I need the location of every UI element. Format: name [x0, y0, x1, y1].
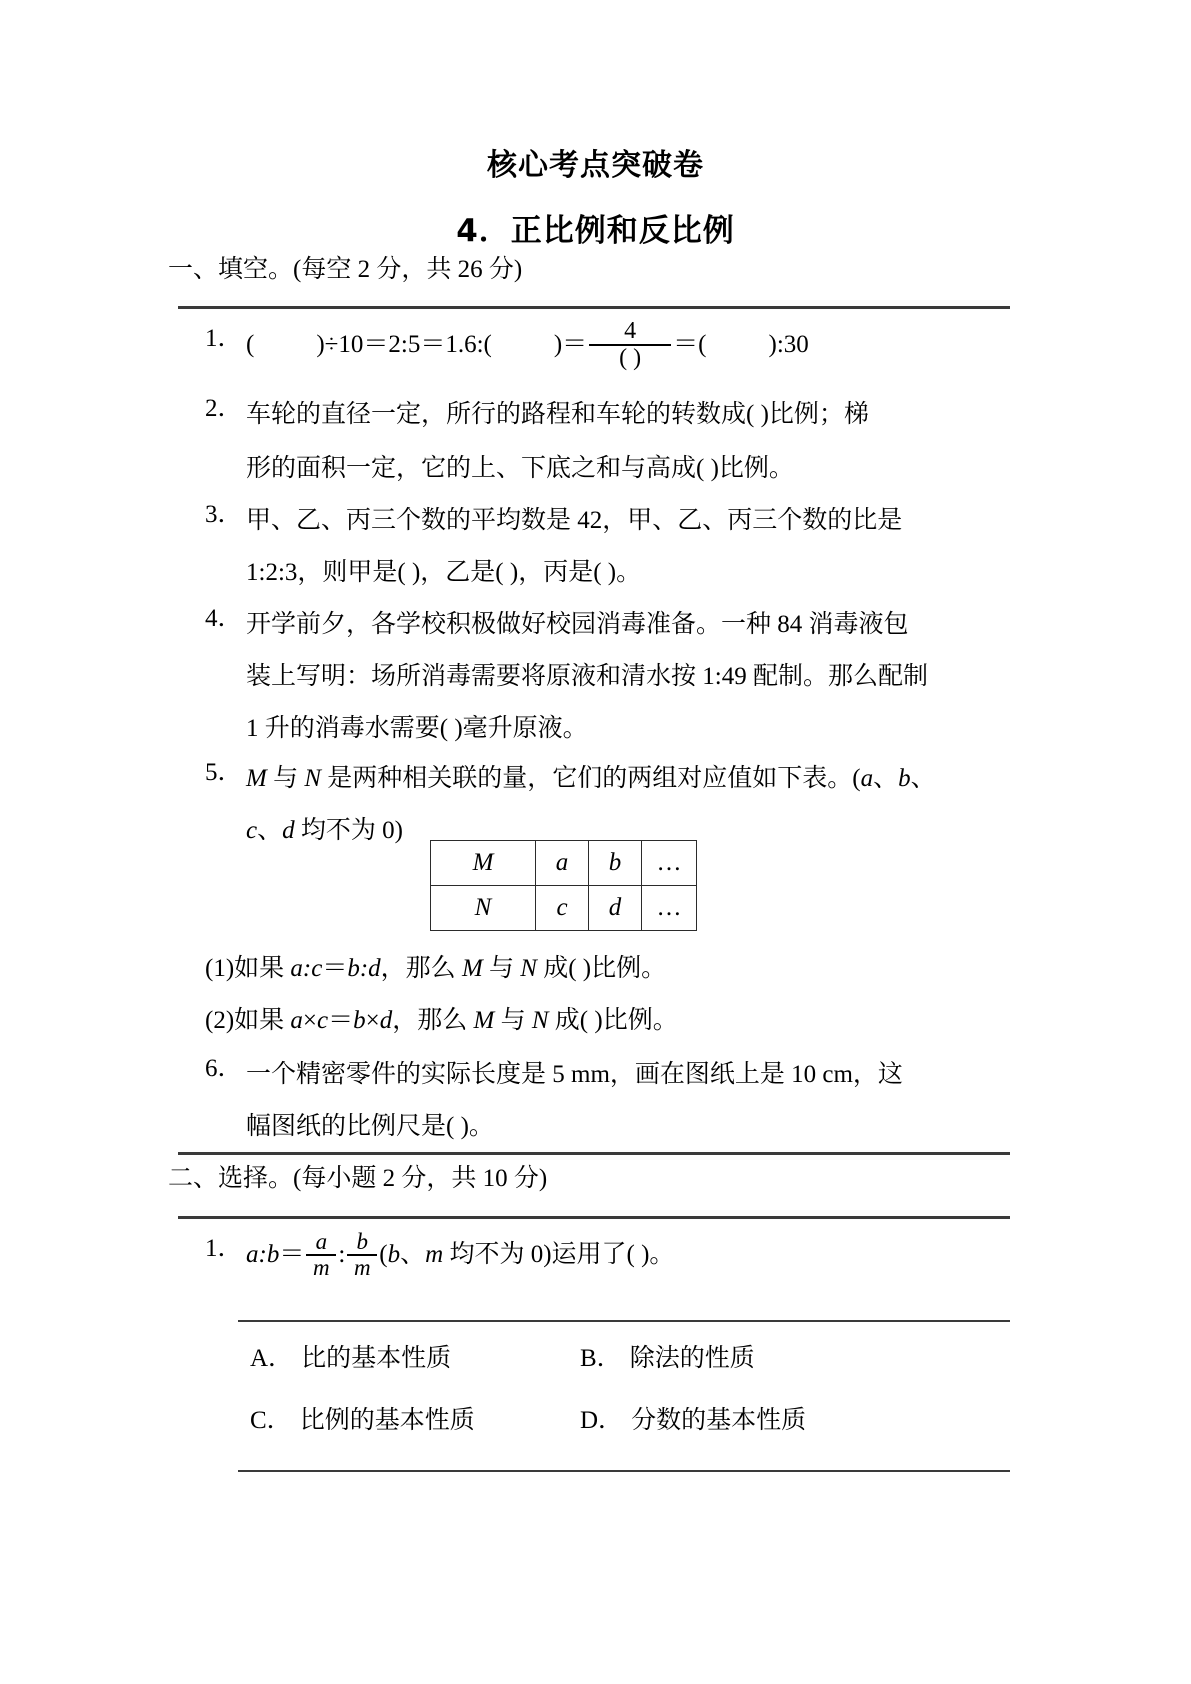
section-header-multiple-choice: 二、选择。(每小题 2 分，共 10 分): [168, 1165, 548, 1192]
divider-rule-1: [178, 306, 1010, 309]
table-cell-n-c: c: [536, 886, 589, 931]
mc-option-a-text: 比的基本性质: [301, 1345, 452, 1372]
question-6-line-2: 幅图纸的比例尺是( )。: [246, 1113, 494, 1140]
question-2-line-2: 形的面积一定，它的上、下底之和与高成( )比例。: [246, 455, 794, 482]
mc1-var-b: b: [387, 1241, 401, 1268]
q1-part-4: ＝(: [673, 331, 707, 358]
mc1-fraction-1-denominator: m: [306, 1254, 336, 1280]
q5-var-a: a: [860, 765, 874, 792]
q5-var-b: b: [898, 765, 911, 792]
table-row-n: [431, 886, 697, 931]
q1-part-1: (: [246, 331, 255, 358]
divider-rule-5: [238, 1470, 1010, 1472]
question-6-number: 6．: [205, 1055, 243, 1082]
table-cell-n-d: d: [589, 886, 642, 931]
table-cell-m-b: b: [589, 841, 642, 886]
question-3-number: 3．: [205, 501, 243, 528]
mc-option-d-text: 分数的基本性质: [631, 1407, 807, 1434]
mc-question-1-body: [246, 1228, 674, 1282]
mc1-ratio-colon: :: [338, 1241, 346, 1268]
page-title-main: 核心考点突破卷: [487, 148, 704, 183]
mc1-fraction-2-numerator: b: [356, 1229, 369, 1255]
q5-text-2: 是两种相关联的量，它们的两组对应值如下表。(: [321, 765, 861, 792]
mc-question-1-number: 1．: [205, 1235, 243, 1262]
mc-option-b-letter: B．: [580, 1345, 622, 1372]
q5-text-1: 与: [266, 765, 305, 792]
q1-fraction-denominator: ( ): [589, 344, 671, 371]
question-5-table: [430, 840, 697, 931]
mc1-tail-1: (: [379, 1241, 388, 1268]
question-6-line-1: 一个精密零件的实际长度是 5 mm，画在图纸上是 10 cm，这: [246, 1061, 903, 1088]
question-5-number: 5．: [205, 759, 243, 786]
q1-part-3: )＝: [553, 331, 588, 358]
mc1-fraction-1-numerator: a: [315, 1229, 328, 1255]
question-4-line-2: 装上写明：场所消毒需要将原液和清水按 1:49 配制。那么配制: [246, 663, 928, 690]
mc1-fraction-2-denominator: m: [347, 1254, 377, 1280]
question-3-line-2: 1:2:3，则甲是( )，乙是( )，丙是( )。: [246, 559, 642, 586]
question-1-body: [246, 318, 809, 372]
section-header-fill-in-blank: 一、填空。(每空 2 分，共 26 分): [168, 256, 523, 283]
question-4-line-1: 开学前夕，各学校积极做好校园消毒准备。一种 84 消毒液包: [246, 611, 909, 638]
divider-rule-2: [178, 1152, 1010, 1155]
q5-text-5: 、: [257, 817, 283, 844]
q5-var-c: c: [246, 817, 258, 844]
mc1-var-m: m: [425, 1241, 444, 1268]
question-2-number: 2．: [205, 395, 243, 422]
q5-text-6: 均不为 0): [294, 817, 403, 844]
question-5-sub-2: (2)如果 a×c＝b×d，那么 M 与 N 成( )比例。: [205, 1007, 678, 1034]
mc-option-b-text: 除法的性质: [629, 1345, 755, 1372]
mc1-tail-3: 均不为 0)运用了( )。: [443, 1241, 675, 1268]
question-4-line-3: 1 升的消毒水需要( )毫升原液。: [246, 715, 588, 742]
q5-var-N: N: [304, 765, 322, 792]
table-row-m: [431, 841, 697, 886]
mc-option-a-letter: A．: [250, 1345, 294, 1372]
question-1-number: 1．: [205, 325, 243, 352]
q5-var-d: d: [282, 817, 295, 844]
question-5-line-1: [246, 752, 936, 806]
question-3-line-1: 甲、乙、丙三个数的平均数是 42，甲、乙、丙三个数的比是: [246, 507, 903, 534]
q5-text-4: 、: [910, 765, 936, 792]
mc-option-a[interactable]: [250, 1338, 451, 1374]
q1-fraction: [589, 319, 671, 371]
q1-part-2: )÷10＝2:5＝1.6:(: [316, 331, 492, 358]
table-cell-m-a: a: [536, 841, 589, 886]
mc1-fraction-2: [347, 1230, 377, 1280]
q5-var-M: M: [246, 765, 267, 792]
question-2-line-1: 车轮的直径一定，所行的路程和车轮的转数成( )比例；梯: [246, 401, 869, 428]
mc-option-d-letter: D．: [580, 1407, 624, 1434]
mc-option-d[interactable]: [580, 1400, 806, 1436]
mc-option-c-letter: C．: [250, 1407, 292, 1434]
table-cell-m-dots: …: [642, 841, 697, 886]
mc1-fraction-1: [306, 1230, 336, 1280]
mc1-equals: ＝: [279, 1241, 305, 1268]
q5-text-3: 、: [873, 765, 899, 792]
mc1-tail-2: 、: [400, 1241, 426, 1268]
page-title-sub: 4．正比例和反比例: [456, 213, 735, 249]
table-cell-m-label: M: [431, 841, 536, 886]
mc1-expr-left: a:b: [246, 1241, 280, 1268]
divider-rule-4: [238, 1320, 1010, 1322]
q1-fraction-numerator: 4: [624, 318, 637, 345]
question-4-number: 4．: [205, 605, 243, 632]
mc-option-c[interactable]: [250, 1400, 475, 1436]
q1-part-5: ):30: [768, 331, 809, 358]
question-5-line-2: [246, 804, 403, 858]
mc-option-c-text: 比例的基本性质: [299, 1407, 475, 1434]
question-5-sub-1: (1)如果 a:c＝b:d，那么 M 与 N 成( )比例。: [205, 955, 667, 982]
mc-option-b[interactable]: [580, 1338, 755, 1374]
table-cell-n-dots: …: [642, 886, 697, 931]
divider-rule-3: [178, 1216, 1010, 1219]
table-cell-n-label: N: [431, 886, 536, 931]
